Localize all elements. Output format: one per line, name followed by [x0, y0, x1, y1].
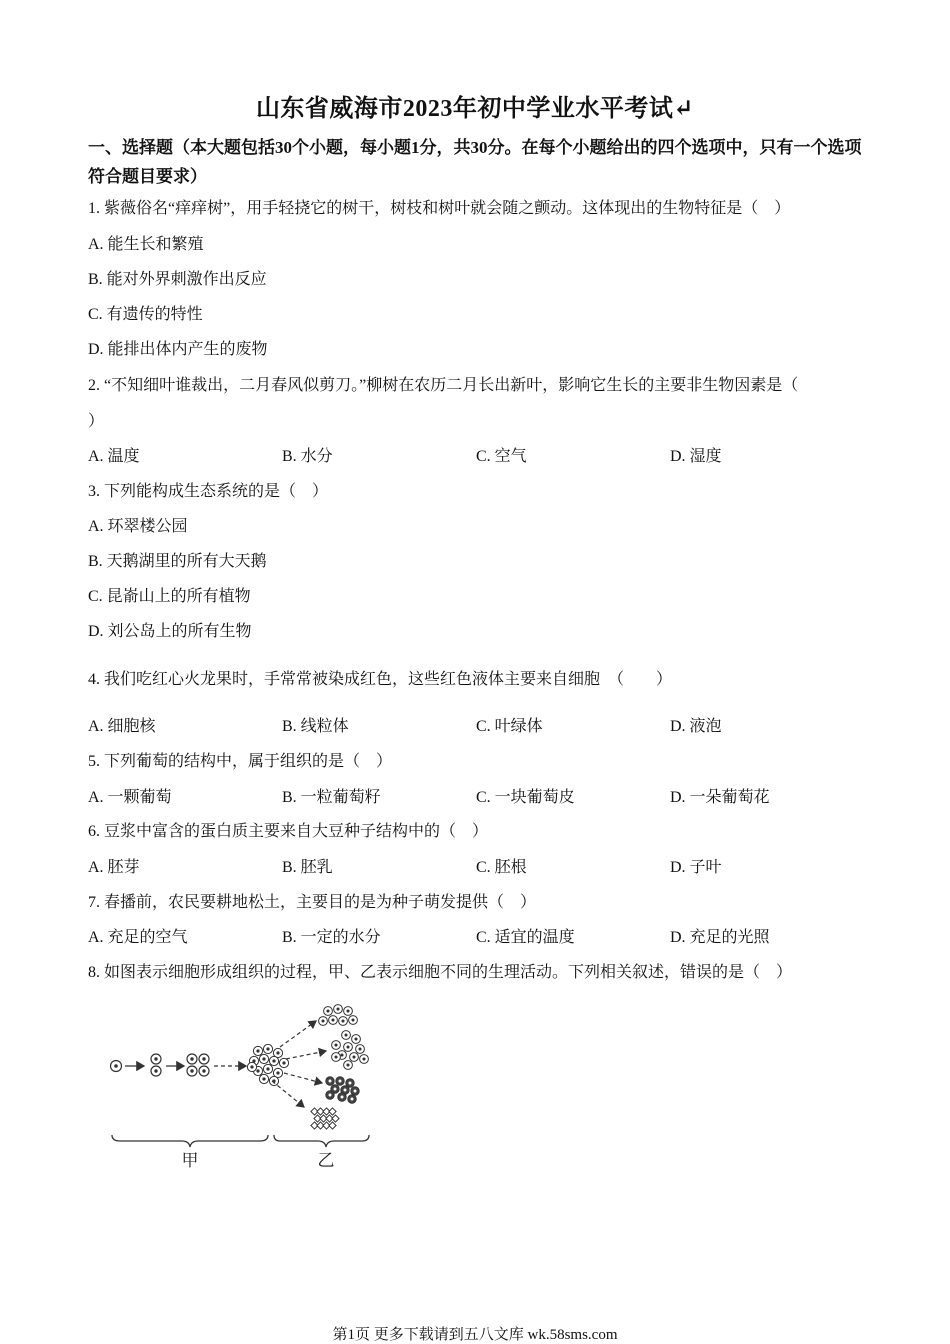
tissue-dark-cells	[326, 1077, 359, 1103]
tissue-irregular-cells	[332, 1031, 369, 1070]
question-7-option-d: D. 充足的光照	[670, 929, 770, 946]
cell-nucleus	[266, 1047, 269, 1050]
cell-tissue-diagram	[100, 995, 390, 1175]
question-1-option-b: B. 能对外界刺激作出反应	[88, 271, 267, 288]
label-jia: 甲	[181, 1151, 199, 1171]
question-3-option-b: B. 天鹅湖里的所有大天鹅	[88, 553, 267, 570]
page-footer: 第1页 更多下载请到五八文库 wk.58sms.com	[332, 1327, 618, 1343]
lattice-cell	[329, 1108, 336, 1115]
cell-nucleus	[351, 1018, 354, 1021]
cell-nucleus	[272, 1059, 275, 1062]
question-7-stem: 7. 春播前，农民要耕地松土，主要目的是为种子萌发提供（ ）	[88, 894, 537, 911]
cell-nucleus	[334, 1055, 337, 1058]
question-4-option-d: D. 液泡	[670, 718, 722, 735]
question-5-option-c: C. 一块葡萄皮	[476, 789, 575, 806]
question-7-option-b: B. 一定的水分	[282, 929, 381, 946]
cell-nucleus	[351, 1098, 354, 1101]
cell-nucleus	[354, 1090, 357, 1093]
cell-nucleus	[346, 1063, 349, 1066]
arrow-to-tissue-2	[286, 1051, 326, 1059]
question-6-option-c: C. 胚根	[476, 859, 527, 876]
label-yi: 乙	[317, 1151, 335, 1171]
question-3-stem: 3. 下列能构成生态系统的是（ ）	[88, 483, 329, 500]
cell-nucleus	[256, 1069, 259, 1072]
cell-nucleus	[344, 1033, 347, 1036]
cell-nucleus	[346, 1045, 349, 1048]
cell-nucleus	[266, 1067, 269, 1070]
brace-jia	[112, 1135, 268, 1147]
cell-nucleus	[262, 1077, 265, 1080]
brace-yi	[274, 1135, 369, 1147]
cell-nucleus	[334, 1043, 337, 1046]
cell-nucleus	[276, 1051, 279, 1054]
four-cells	[187, 1054, 209, 1076]
cell-nucleus	[336, 1007, 339, 1010]
cell-nucleus	[329, 1094, 332, 1097]
cell-nucleus	[349, 1082, 352, 1085]
question-2-option-c: C. 空气	[476, 448, 527, 465]
question-3-option-a: A. 环翠楼公园	[88, 518, 188, 535]
question-1-stem: 1. 紫薇俗名“痒痒树”，用手轻挠它的树干，树枝和树叶就会随之颤动。这体现出的生物特征是（ ）	[88, 200, 791, 217]
lattice-cell	[329, 1122, 336, 1129]
question-4-option-a: A. 细胞核	[88, 718, 156, 735]
arrow-to-tissue-1	[280, 1021, 316, 1047]
cell-nucleus	[334, 1088, 337, 1091]
cell-nucleus	[362, 1057, 365, 1060]
cell-nucleus	[250, 1065, 253, 1068]
cell-nucleus	[331, 1018, 334, 1021]
question-2-option-a: A. 温度	[88, 448, 140, 465]
cell-nucleus	[341, 1096, 344, 1099]
lattice-cell	[332, 1115, 339, 1122]
question-3-option-d: D. 刘公岛上的所有生物	[88, 623, 252, 640]
section-heading: 一、选择题（本大题包括30个小题，每小题1分，共30分。在每个小题给出的四个选项中，只有一个选项符合题目要求）	[88, 138, 862, 186]
question-1-option-d: D. 能排出体内产生的废物	[88, 341, 268, 358]
question-7-option-a: A. 充足的空气	[88, 929, 188, 946]
question-4-option-b: B. 线粒体	[282, 718, 349, 735]
two-cells	[151, 1054, 161, 1076]
cell-nucleus	[344, 1089, 347, 1092]
cell-nucleus	[282, 1061, 285, 1064]
question-5-option-b: B. 一粒葡萄籽	[282, 789, 381, 806]
cell-nucleus	[354, 1037, 357, 1040]
cell-nucleus	[326, 1009, 329, 1012]
cell-nucleus	[341, 1019, 344, 1022]
cell-nucleus	[346, 1009, 349, 1012]
cell-nucleus	[352, 1055, 355, 1058]
question-6-option-b: B. 胚乳	[282, 859, 333, 876]
question-8-stem: 8. 如图表示细胞形成组织的过程，甲、乙表示细胞不同的生理活动。下列相关叙述，错误的是（ ）	[88, 964, 793, 981]
cell-nucleus	[340, 1053, 343, 1056]
question-3-option-c: C. 昆嵛山上的所有植物	[88, 588, 251, 605]
cell-nucleus	[262, 1057, 265, 1060]
question-2-stem-cont: ）	[88, 413, 105, 430]
cell-nucleus	[256, 1049, 259, 1052]
question-1-option-a: A. 能生长和繁殖	[88, 236, 204, 253]
cell-nucleus	[358, 1047, 361, 1050]
cell-nucleus	[321, 1019, 324, 1022]
question-2-option-d: D. 湿度	[670, 448, 722, 465]
cell-nucleus	[276, 1071, 279, 1074]
question-4-option-c: C. 叶绿体	[476, 718, 543, 735]
question-2-option-b: B. 水分	[282, 448, 333, 465]
question-4-stem: 4. 我们吃红心火龙果时，手常常被染成红色，这些红色液体主要来自细胞 （ ）	[88, 671, 673, 688]
cell-nucleus	[339, 1080, 342, 1083]
exam-title: 山东省威海市2023年初中学业水平考试↵	[255, 96, 695, 122]
cell-nucleus	[329, 1080, 332, 1083]
question-6-option-a: A. 胚芽	[88, 859, 140, 876]
question-5-stem: 5. 下列葡萄的结构中，属于组织的是（ ）	[88, 753, 393, 770]
question-5-option-d: D. 一朵葡萄花	[670, 789, 770, 806]
tissue-round-cells	[319, 1005, 358, 1026]
question-6-option-d: D. 子叶	[670, 859, 722, 876]
cell-cluster	[247, 1044, 288, 1085]
question-1-option-c: C. 有遗传的特性	[88, 306, 203, 323]
question-6-stem: 6. 豆浆中富含的蛋白质主要来自大豆种子结构中的（ ）	[88, 823, 489, 840]
question-5-option-a: A. 一颗葡萄	[88, 789, 172, 806]
tissue-lattice-cells	[311, 1108, 339, 1129]
arrow-to-tissue-3	[284, 1073, 322, 1083]
question-2-stem: 2. “不知细叶谁裁出，二月春风似剪刀。”柳树在农历二月长出新叶，影响它生长的主要非生物因素是（	[88, 377, 799, 394]
question-7-option-c: C. 适宜的温度	[476, 929, 575, 946]
single-cell	[111, 1061, 122, 1072]
